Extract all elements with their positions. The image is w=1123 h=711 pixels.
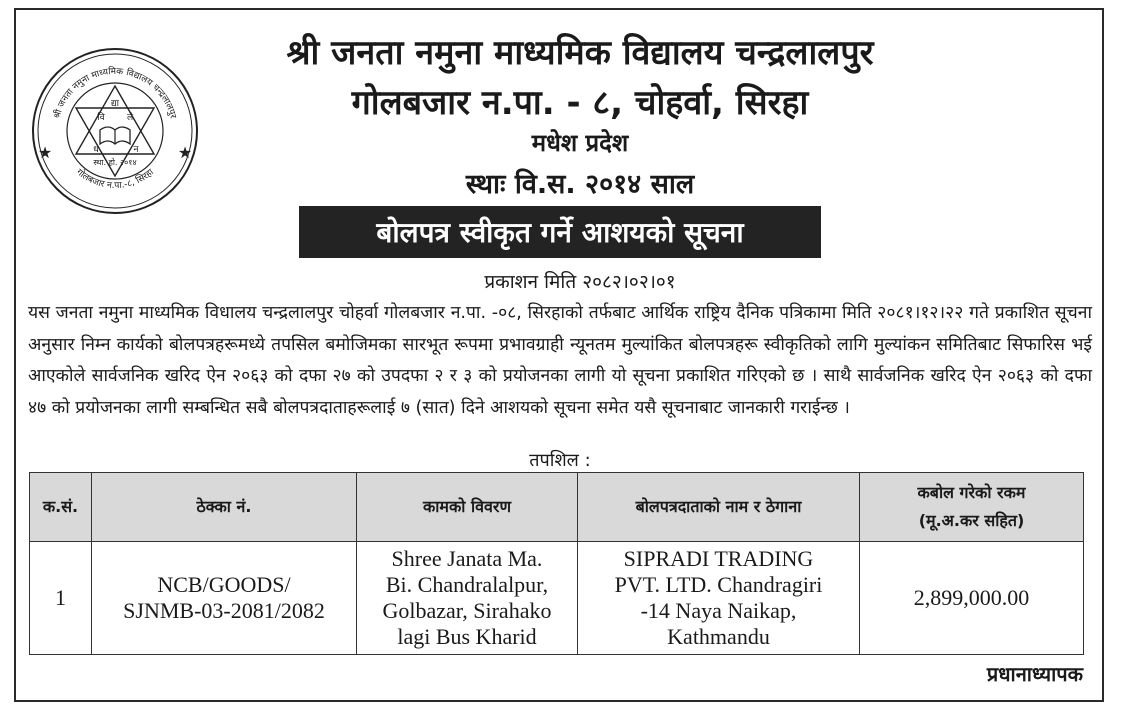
cell-contract-no — [92, 542, 357, 655]
header-contract-no: ठेक्का नं. — [92, 473, 357, 542]
header-amount-line1: कबोल गरेको रकम — [917, 483, 1026, 502]
cell-bidder — [578, 542, 860, 655]
notice-title-banner — [299, 206, 821, 258]
school-address: गोलबजार न.पा. - ८, चोहर्वा, सिरहा — [351, 83, 809, 123]
cell-amount: 2,899,000.00 — [860, 542, 1084, 655]
star-icon-right: ★ — [177, 143, 193, 162]
seal-top-text: श्री जनता नमुना माध्यमिक विद्यालय चन्द्रलालपुर — [52, 66, 178, 120]
work-line2: Bi. Chandralalpur, — [385, 572, 549, 597]
header-sn: क.सं. — [30, 473, 92, 542]
cell-work-description — [357, 542, 578, 655]
work-line1: Shree Janata Ma. — [391, 546, 543, 571]
header-amount-line2: (मू.अ.कर सहित) — [918, 511, 1025, 530]
bidder-line3: -14 Naya Naikap, — [640, 598, 797, 623]
seal-letter-2: द्या — [110, 99, 120, 109]
signature-headmaster: प्रधानाध्यापक — [986, 662, 1083, 686]
contract-no-line1: NCB/GOODS/ — [157, 572, 291, 597]
school-seal — [30, 46, 200, 216]
seal-est-text: स्था. हो. २०१४ — [93, 158, 137, 167]
bid-table — [29, 472, 1084, 655]
header-amount — [860, 473, 1084, 542]
seal-letter-4: ध — [93, 145, 99, 155]
bidder-line1: SIPRADI TRADING — [623, 546, 814, 571]
seal-letter-1: वि — [97, 113, 105, 123]
header-bidder: बोलपत्रदाताको नाम र ठेगाना — [578, 473, 860, 542]
bidder-line2: PVT. LTD. Chandragiri — [614, 572, 823, 597]
cell-sn: 1 — [30, 542, 92, 655]
province: मधेश प्रदेश — [531, 129, 629, 157]
publication-date: प्रकाशन मिति २०८२।०२।०१ — [484, 271, 676, 293]
table-header-row — [30, 473, 1084, 542]
seal-letter-5: न — [133, 145, 139, 155]
school-name: श्री जनता नमुना माध्यमिक विद्यालय चन्द्रलालपुर — [286, 33, 874, 73]
header-work-description: कामको विवरण — [357, 473, 578, 542]
seal-letter-3: ले — [126, 113, 134, 123]
established-year: स्थाः वि.स. २०१४ साल — [465, 169, 695, 200]
contract-no-line2: SJNMB-03-2081/2082 — [123, 598, 325, 623]
notice-title: बोलपत्र स्वीकृत गर्ने आशयको सूचना — [376, 216, 744, 249]
notice-body: यस जनता नमुना माध्यमिक विधालय चन्द्रलालपुर चोहर्वा गोलबजार न.पा. -०८, सिरहाको तर्फबाट आर्थिक राष्ट्रिय दैनिक पत्रिकामा मिति २०८१।१२।२२ गते प्रकाशित सूचना अनुसार निम्न कार्यको बोलपत्रहरूमध्ये तपसिल बमोजिमका सारभूत रूपमा प्रभावग्राही न्यूनतम मुल्यांकित बोलपत्रहरू स्वीकृतिको लागि मुल्यांकन समितिबाट सिफारिस भई आएकोले सार्वजनिक खरिद ऐन २०६३ को दफा २७ को उपदफा २ र ३ को प्रयोजनका लागी यो सूचना प्रकाशित गरिएको छ । साथै सार्वजनिक खरिद ऐन २०६३ को दफा ४७ को प्रयोजनका लागी सम्बन्धित सबै बोलपत्रदाताहरूलाई ७ (सात) दिने आशयको सूचना समेत यसै सूचनाबाट जानकारी गराईन्छ । — [28, 303, 1092, 418]
table-row — [30, 542, 1084, 655]
work-line3: Golbazar, Sirahako — [382, 598, 552, 623]
bidder-line4: Kathmandu — [667, 624, 770, 649]
book-icon — [100, 127, 130, 144]
schedule-label: तपशिल : — [529, 450, 591, 471]
seal-bottom-text: गोलबजार न.पा.-८, सिरहा — [74, 167, 156, 192]
work-line4: lagi Bus Kharid — [397, 624, 537, 649]
star-icon-left: ★ — [37, 143, 53, 162]
